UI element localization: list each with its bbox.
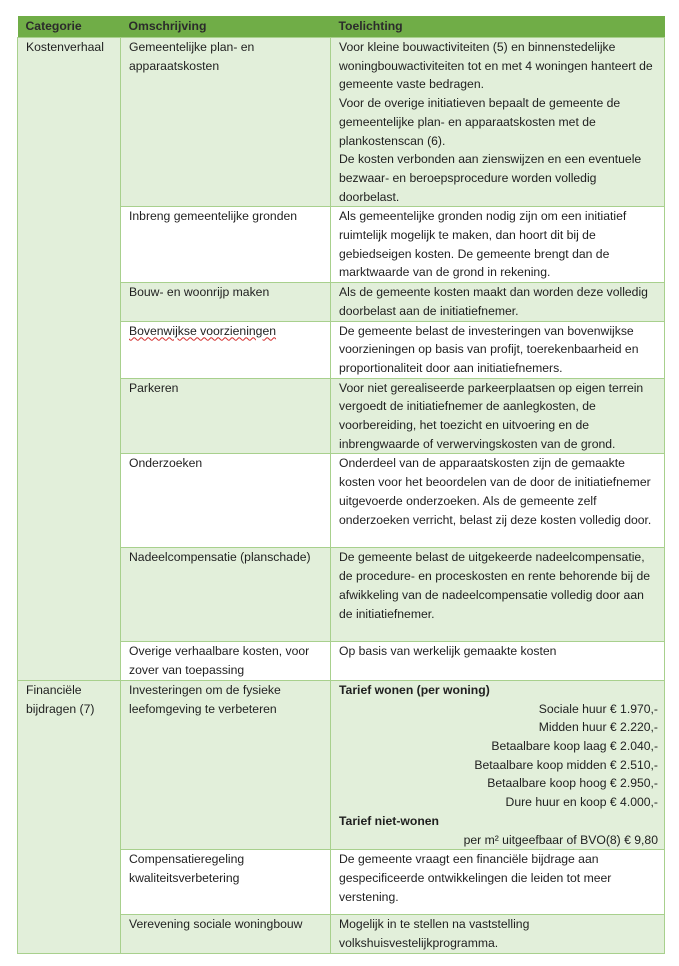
header-explanation: Toelichting <box>331 16 665 38</box>
explanation-cell <box>331 38 665 207</box>
description-cell: Nadeelcompensatie (planschade) <box>121 548 331 642</box>
table-row <box>18 38 665 207</box>
explanation-paragraph: De kosten verbonden aan zienswijzen en een eventuele bezwaar- en beroepsprocedure worden volledig doorbelast. <box>339 152 642 204</box>
cost-recovery-table <box>17 16 665 954</box>
explanation-cell <box>331 680 665 849</box>
description-cell: Verevening sociale woningbouw <box>121 915 331 953</box>
tariff-line: Betaalbare koop midden € 2.510,- <box>474 757 658 772</box>
explanation-paragraph: Voor kleine bouwactiviteiten (5) en binnenstedelijke woningbouwactiviteiten tot en met 4 woningen hanteert de gemeente vaste bedragen. <box>339 40 653 92</box>
explanation-cell: Op basis van werkelijk gemaakte kosten <box>331 642 665 680</box>
description-cell: Bouw- en woonrijp maken <box>121 283 331 321</box>
explanation-cell: Mogelijk in te stellen na vaststelling volkshuisvestelijkprogramma. <box>331 915 665 953</box>
tariff-line: Dure huur en koop € 4.000,- <box>505 795 658 810</box>
description-cell: Overige verhaalbare kosten, voor zover van toepassing <box>121 642 331 680</box>
category-cell: Kostenverhaal <box>18 38 121 681</box>
description-cell: Investeringen om de fysieke leefomgeving te verbeteren <box>121 680 331 849</box>
tariff-line: Midden huur € 2.220,- <box>538 720 658 735</box>
bovenwijkse-label: Bovenwijkse voorzieningen <box>129 323 277 338</box>
explanation-cell: Voor niet gerealiseerde parkeerplaatsen op eigen terrein vergoedt de initiatiefnemer de aanlegkosten, de voorbereiding, het toezicht en uitvoering en de inbrengwaarde of verwervingskosten van de grond. <box>331 378 665 454</box>
description-cell: Onderzoeken <box>121 454 331 548</box>
explanation-paragraph: Voor de overige initiatieven bepaalt de gemeente de gemeentelijke plan- en apparaatskosten met de plankostenscan (6). <box>339 96 621 148</box>
category-cell: Financiële bijdragen (7) <box>18 680 121 953</box>
explanation-cell: Als gemeentelijke gronden nodig zijn om een initiatief ruimtelijk mogelijk te maken, dan hoort dit bij de gebiedseigen kosten. De gemeente brengt dan de marktwaarde van de grond in rekening. <box>331 207 665 283</box>
header-description: Omschrijving <box>121 16 331 38</box>
tariff-line: Betaalbare koop laag € 2.040,- <box>491 738 658 753</box>
explanation-cell: De gemeente belast de uitgekeerde nadeelcompensatie, de procedure- en proceskosten en rente behorende bij de afwikkeling van de nadeelcompensatie volledig door aan de initiatiefnemer. <box>331 548 665 642</box>
description-cell: Inbreng gemeentelijke gronden <box>121 207 331 283</box>
explanation-cell: De gemeente vraagt een financiële bijdrage aan gespecificeerde ontwikkelingen die leiden tot meer verstening. <box>331 850 665 915</box>
tariff-line: Sociale huur € 1.970,- <box>538 701 658 716</box>
table-row <box>18 680 665 849</box>
tariff-line: per m² uitgeefbaar of BVO(8) € 9,80 <box>463 832 658 847</box>
header-category: Categorie <box>18 16 121 38</box>
explanation-cell: Als de gemeente kosten maakt dan worden deze volledig doorbelast aan de initiatiefnemer. <box>331 283 665 321</box>
explanation-cell: Onderdeel van de apparaatskosten zijn de gemaakte kosten voor het beoordelen van de door de initiatiefnemer uitgevoerde onderzoeken. Als de gemeente zelf onderzoeken verricht, belast zij deze kosten volledig door. <box>331 454 665 548</box>
description-cell: Compensatieregeling kwaliteitsverbetering <box>121 850 331 915</box>
tariff-line: Betaalbare koop hoog € 2.950,- <box>487 776 658 791</box>
description-cell <box>121 321 331 378</box>
header-row <box>18 16 665 38</box>
description-cell: Gemeentelijke plan- en apparaatskosten <box>121 38 331 207</box>
description-cell: Parkeren <box>121 378 331 454</box>
tariff-nonhousing-title: Tarief niet-wonen <box>339 813 439 828</box>
tariff-housing-title: Tarief wonen (per woning) <box>339 682 490 697</box>
explanation-cell: De gemeente belast de investeringen van bovenwijkse voorzieningen op basis van profijt, toerekenbaarheid en proportionaliteit door aan initiatiefnemers. <box>331 321 665 378</box>
